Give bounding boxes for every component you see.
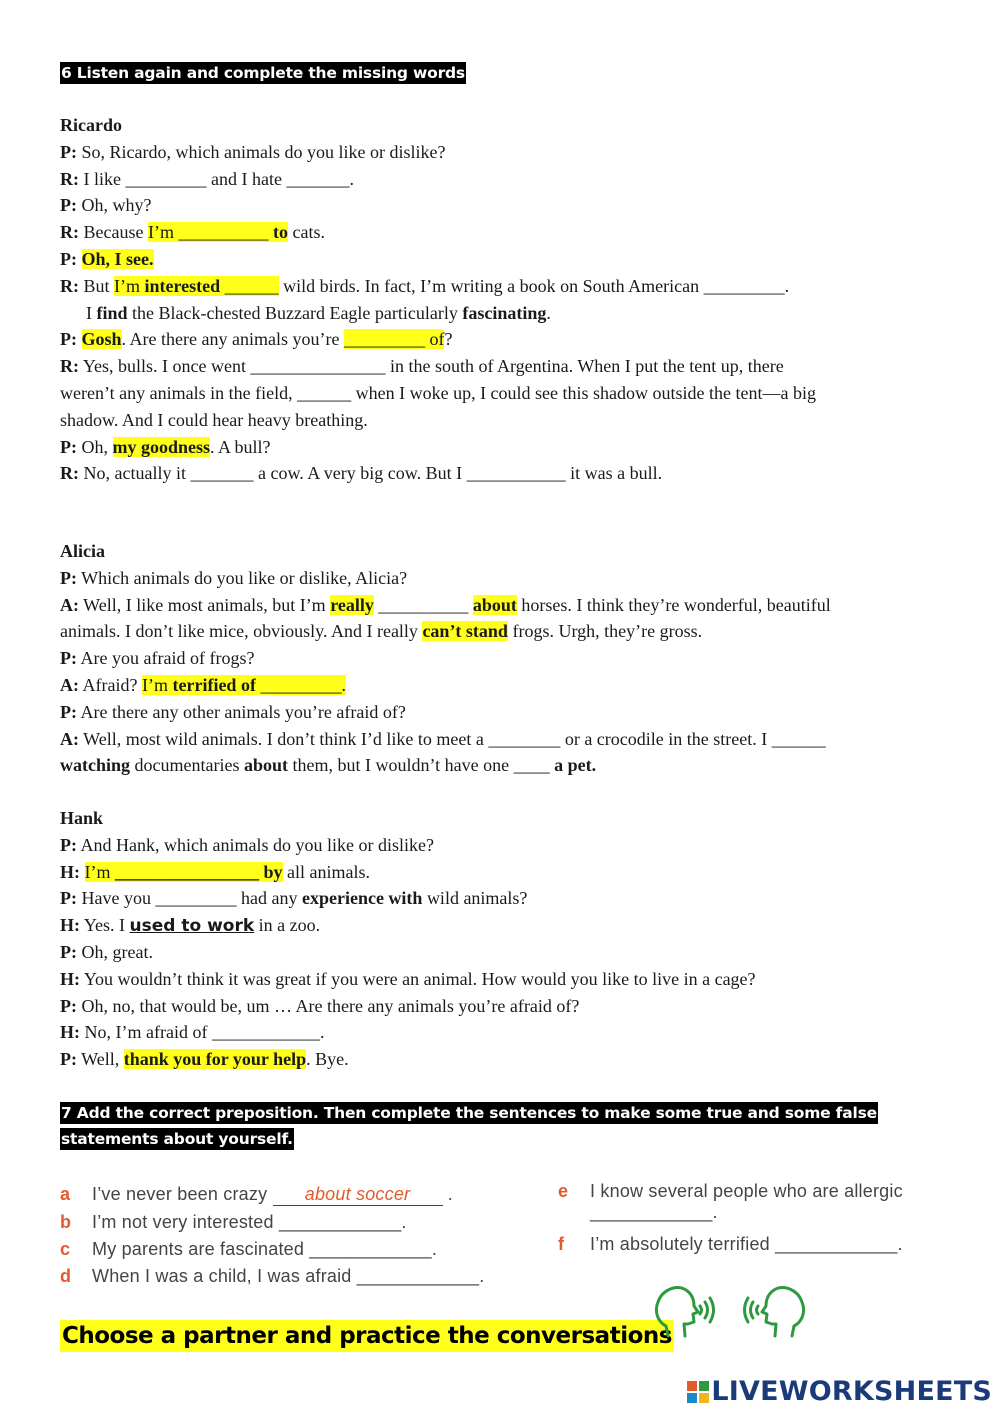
section-6-heading: 6 Listen again and complete the missing words bbox=[61, 64, 465, 82]
sound-waves-left-icon bbox=[745, 1298, 759, 1322]
dialogue-line: P: Oh, no, that would be, um … Are there any animals you’re afraid of? bbox=[60, 995, 580, 1016]
dialogue-line: A: Afraid? I’m terrified of _________. bbox=[60, 674, 346, 695]
conversation-icon bbox=[652, 1280, 812, 1346]
logo-mark-icon bbox=[687, 1381, 709, 1403]
answer-field[interactable]: about soccer bbox=[304, 1184, 411, 1204]
dialogue-line: P: Have you _________ had any experience with wild animals? bbox=[60, 888, 528, 909]
exercise-item-c: c My parents are fascinated ____________. bbox=[60, 1239, 438, 1259]
dialogue-line: H: I’m ________________ by all animals. bbox=[60, 861, 370, 882]
exercise-item-e: e I know several people who are allergic ____________. bbox=[558, 1181, 903, 1222]
dialogue-line: P: Are there any other animals you’re afraid of? bbox=[60, 701, 406, 722]
call-to-action: Choose a partner and practice the conversations bbox=[60, 1320, 674, 1352]
dialogue-line: R: Yes, bulls. I once went _______________ in the south of Argentina. When I put the tent up, there bbox=[60, 356, 784, 377]
exercise-item-a: a I’ve never been crazy about soccer . bbox=[60, 1184, 453, 1204]
dialogue-line: R: Because I’m __________ to cats. bbox=[60, 222, 325, 243]
dialogue-line: P: Well, thank you for your help. Bye. bbox=[60, 1049, 349, 1070]
exercise-item-d: d When I was a child, I was afraid ____________. bbox=[60, 1266, 485, 1286]
dialogue-line: P: Oh, why? bbox=[60, 195, 152, 216]
dialogue-line: P: And Hank, which animals do you like or dislike? bbox=[60, 834, 434, 855]
dialogue-line: I find the Black-chested Buzzard Eagle particularly fascinating. bbox=[86, 302, 551, 323]
hank-dialogue bbox=[60, 805, 940, 1073]
dialogue-line: P: Oh, my goodness. A bull? bbox=[60, 436, 271, 457]
dialogue-line: H: You wouldn’t think it was great if you were an animal. How would you like to live in a cage? bbox=[60, 968, 756, 989]
dialogue-line: R: But I’m interested ______ wild birds. In fact, I’m writing a book on South American _________. bbox=[60, 275, 790, 296]
speaking-head-right-icon bbox=[762, 1288, 804, 1336]
dialogue-line: P: Gosh. Are there any animals you’re _________ of? bbox=[60, 329, 453, 350]
sound-waves-right-icon bbox=[700, 1298, 714, 1322]
section-7-heading-line-2: statements about yourself. bbox=[61, 1130, 293, 1148]
speaking-head-left-icon bbox=[656, 1288, 698, 1336]
speaker-name: Hank bbox=[60, 808, 104, 828]
dialogue-line: R: I like _________ and I hate _______. bbox=[60, 168, 354, 189]
speaker-name: Ricardo bbox=[60, 115, 122, 135]
dialogue-line: P: Which animals do you like or dislike, Alicia? bbox=[60, 567, 408, 588]
dialogue-line: watching documentaries about them, but I wouldn’t have one ____ a pet. bbox=[60, 755, 597, 776]
dialogue-line: weren’t any animals in the field, ______ when I woke up, I could see this shadow outside the tent—a big bbox=[60, 382, 816, 403]
liveworksheets-logo: LIVEWORKSHEETS bbox=[687, 1376, 992, 1407]
ricardo-dialogue bbox=[60, 112, 940, 487]
dialogue-line: A: Well, most wild animals. I don’t think I’d like to meet a ________ or a crocodile in the street. I ______ bbox=[60, 728, 826, 749]
dialogue-line: R: No, actually it _______ a cow. A very big cow. But I ___________ it was a bull. bbox=[60, 463, 663, 484]
exercise-item-b: b I’m not very interested ____________. bbox=[60, 1212, 407, 1232]
dialogue-line: H: Yes. I used to work in a zoo. bbox=[60, 915, 321, 937]
dialogue-line: shadow. And I could hear heavy breathing. bbox=[60, 409, 368, 430]
exercise-item-f: f I’m absolutely terrified ____________. bbox=[558, 1234, 903, 1254]
dialogue-line: P: Oh, great. bbox=[60, 941, 153, 962]
dialogue-line: P: Oh, I see. bbox=[60, 248, 154, 269]
dialogue-line: A: Well, I like most animals, but I’m really __________ about horses. I think they’re wonderful, beautiful bbox=[60, 594, 831, 615]
alicia-dialogue bbox=[60, 538, 940, 779]
dialogue-line: P: Are you afraid of frogs? bbox=[60, 648, 255, 669]
dialogue-line: animals. I don’t like mice, obviously. And I really can’t stand frogs. Urgh, they’re gross. bbox=[60, 621, 703, 642]
dialogue-line: P: So, Ricardo, which animals do you like or dislike? bbox=[60, 141, 446, 162]
dialogue-line: H: No, I’m afraid of ____________. bbox=[60, 1022, 325, 1043]
speaker-name: Alicia bbox=[60, 541, 105, 561]
section-7-heading-line-1: 7 Add the correct preposition. Then complete the sentences to make some true and some false bbox=[61, 1104, 877, 1122]
